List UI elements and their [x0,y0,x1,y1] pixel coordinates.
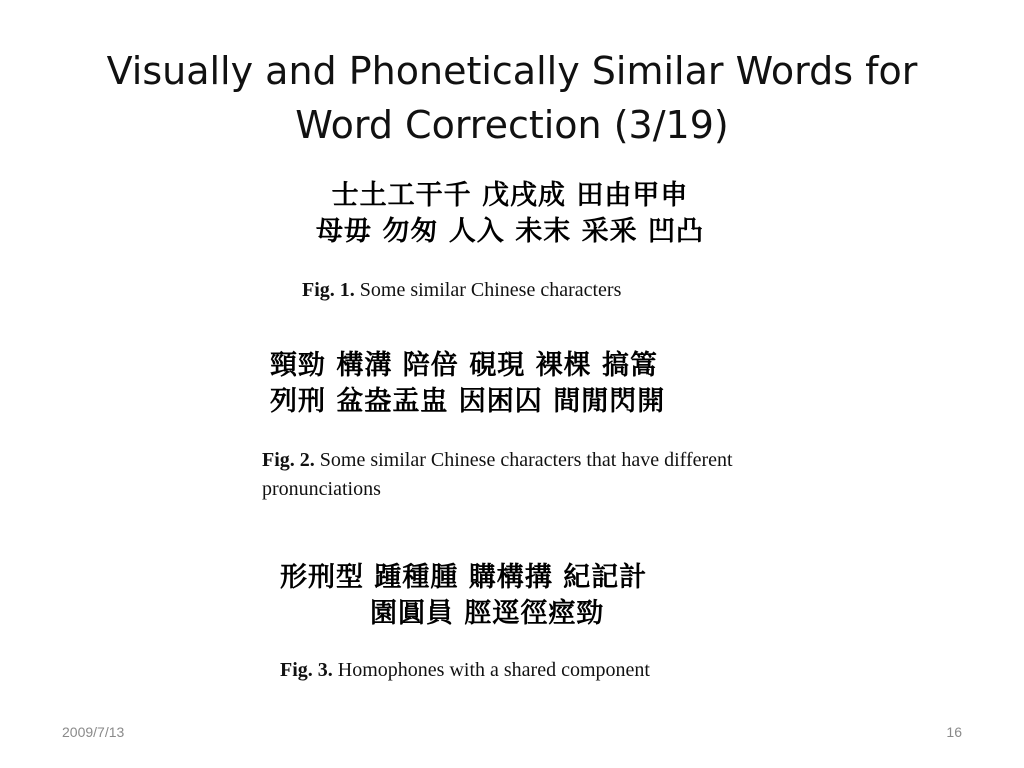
figure-3 [280,560,760,685]
footer-page-number: 16 [946,724,962,740]
figure-2-characters [262,348,782,420]
figure-2 [262,348,782,504]
char-line: 母毋 勿匆 人入 未末 采釆 凹凸 [316,216,704,247]
figure-1 [240,178,780,305]
char-line: 形刑型 踵種腫 購構搆 紀記計 [280,562,648,593]
char-line: 士土工干千 戊戌成 田由甲申 [331,180,689,211]
char-line: 頸勁 構溝 陪倍 硯現 裸棵 搞篙 [270,350,658,381]
caption-text: Homophones with a shared component [337,659,650,681]
figure-3-caption [280,656,760,685]
caption-label: Fig. 2. [262,449,315,471]
slide-title [40,44,984,152]
title-line-2: Word Correction (3/19) [295,103,729,147]
footer-date: 2009/7/13 [62,724,125,740]
char-line: 園圓員 脛逕徑痙勁 [370,598,605,629]
figure-1-characters [240,178,780,250]
figure-1-caption [240,276,780,305]
figure-3-characters [280,560,760,632]
char-line: 列刑 盆盎盂盅 因困囚 間閒閃開 [270,386,666,417]
caption-text: Some similar Chinese characters [359,279,622,301]
title-line-1: Visually and Phonetically Similar Words for [106,49,918,93]
caption-label: Fig. 3. [280,659,333,681]
caption-label: Fig. 1. [302,279,355,301]
figure-2-caption [262,446,782,504]
caption-text: Some similar Chinese characters that have different pronunciations [262,449,733,500]
